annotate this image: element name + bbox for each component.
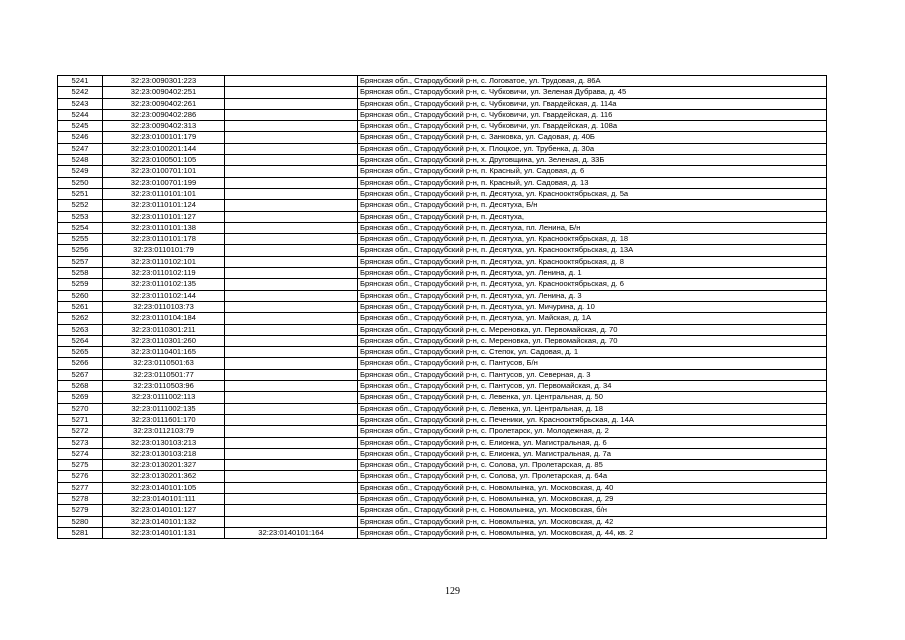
table-row — [58, 392, 827, 403]
table-row — [58, 313, 827, 324]
table-row — [58, 177, 827, 188]
related-cadastral-number-cell — [225, 313, 358, 324]
cadastral-number-cell: 32:23:0110301:260 — [103, 335, 225, 346]
row-number-cell: 5267 — [58, 369, 103, 380]
cadastral-number-cell: 32:23:0100201:144 — [103, 143, 225, 154]
table-row — [58, 414, 827, 425]
related-cadastral-number-cell — [225, 324, 358, 335]
address-cell: Брянская обл., Стародубский р-н, п. Десятуха, — [358, 211, 827, 222]
row-number-cell: 5255 — [58, 234, 103, 245]
related-cadastral-number-cell — [225, 403, 358, 414]
row-number-cell: 5259 — [58, 279, 103, 290]
related-cadastral-number-cell — [225, 76, 358, 87]
row-number-cell: 5245 — [58, 121, 103, 132]
cadastral-number-cell: 32:23:0130103:218 — [103, 448, 225, 459]
address-cell: Брянская обл., Стародубский р-н, п. Десятуха, ул. Майская, д. 1А — [358, 313, 827, 324]
address-cell: Брянская обл., Стародубский р-н, с. Мереновка, ул. Первомайская, д. 70 — [358, 324, 827, 335]
table-row — [58, 369, 827, 380]
related-cadastral-number-cell — [225, 369, 358, 380]
table-row — [58, 245, 827, 256]
registry-table-body — [58, 76, 827, 539]
table-row — [58, 155, 827, 166]
table-row — [58, 482, 827, 493]
related-cadastral-number-cell — [225, 98, 358, 109]
row-number-cell: 5266 — [58, 358, 103, 369]
table-row — [58, 268, 827, 279]
related-cadastral-number-cell — [225, 448, 358, 459]
cadastral-number-cell: 32:23:0140101:127 — [103, 505, 225, 516]
address-cell: Брянская обл., Стародубский р-н, с. Новомлынка, ул. Московская, д. 40 — [358, 482, 827, 493]
related-cadastral-number-cell — [225, 414, 358, 425]
address-cell: Брянская обл., Стародубский р-н, с. Солова, ул. Пролетарская, д. 64а — [358, 471, 827, 482]
row-number-cell: 5257 — [58, 256, 103, 267]
cadastral-number-cell: 32:23:0090301:223 — [103, 76, 225, 87]
cadastral-number-cell: 32:23:0110102:144 — [103, 290, 225, 301]
address-cell: Брянская обл., Стародубский р-н, п. Десятуха, ул. Краснооктябрьская, д. 8 — [358, 256, 827, 267]
address-cell: Брянская обл., Стародубский р-н, х. Друговщина, ул. Зеленая, д. 33Б — [358, 155, 827, 166]
cadastral-number-cell: 32:23:0110102:119 — [103, 268, 225, 279]
cadastral-number-cell: 32:23:0110501:77 — [103, 369, 225, 380]
cadastral-number-cell: 32:23:0090402:261 — [103, 98, 225, 109]
row-number-cell: 5246 — [58, 132, 103, 143]
address-cell: Брянская обл., Стародубский р-н, с. Печеники, ул. Краснооктябрьская, д. 14А — [358, 414, 827, 425]
related-cadastral-number-cell — [225, 505, 358, 516]
address-cell: Брянская обл., Стародубский р-н, с. Мереновка, ул. Первомайская, д. 70 — [358, 335, 827, 346]
address-cell: Брянская обл., Стародубский р-н, с. Чубковичи, ул. Гвардейская, д. 116 — [358, 109, 827, 120]
row-number-cell: 5272 — [58, 426, 103, 437]
address-cell: Брянская обл., Стародубский р-н, п. Десятуха, пл. Ленина, Б/н — [358, 222, 827, 233]
row-number-cell: 5278 — [58, 493, 103, 504]
address-cell: Брянская обл., Стародубский р-н, с. Логоватое, ул. Трудовая, д. 86А — [358, 76, 827, 87]
cadastral-number-cell: 32:23:0112103:79 — [103, 426, 225, 437]
table-row — [58, 324, 827, 335]
row-number-cell: 5244 — [58, 109, 103, 120]
address-cell: Брянская обл., Стародубский р-н, с. Пантусов, Б/н — [358, 358, 827, 369]
related-cadastral-number-cell — [225, 493, 358, 504]
related-cadastral-number-cell — [225, 166, 358, 177]
row-number-cell: 5261 — [58, 301, 103, 312]
address-cell: Брянская обл., Стародубский р-н, с. Новомлынка, ул. Московская, б/н — [358, 505, 827, 516]
related-cadastral-number-cell — [225, 460, 358, 471]
cadastral-number-cell: 32:23:0100101:179 — [103, 132, 225, 143]
related-cadastral-number-cell — [225, 392, 358, 403]
address-cell: Брянская обл., Стародубский р-н, с. Степок, ул. Садовая, д. 1 — [358, 347, 827, 358]
related-cadastral-number-cell — [225, 482, 358, 493]
address-cell: Брянская обл., Стародубский р-н, с. Пантусов, ул. Северная, д. 3 — [358, 369, 827, 380]
address-cell: Брянская обл., Стародубский р-н, с. Чубковичи, ул. Зеленая Дубрава, д. 45 — [358, 87, 827, 98]
table-row — [58, 279, 827, 290]
cadastral-number-cell: 32:23:0110104:184 — [103, 313, 225, 324]
related-cadastral-number-cell — [225, 426, 358, 437]
table-row — [58, 347, 827, 358]
cadastral-number-cell: 32:23:0110101:127 — [103, 211, 225, 222]
table-row — [58, 505, 827, 516]
related-cadastral-number-cell — [225, 516, 358, 527]
cadastral-number-cell: 32:23:0090402:251 — [103, 87, 225, 98]
table-row — [58, 256, 827, 267]
cadastral-number-cell: 32:23:0110503:96 — [103, 381, 225, 392]
address-cell: Брянская обл., Стародубский р-н, с. Новомлынка, ул. Московская, д. 44, кв. 2 — [358, 527, 827, 538]
address-cell: Брянская обл., Стародубский р-н, п. Десятуха, ул. Краснооктябрьская, д. 13А — [358, 245, 827, 256]
cadastral-number-cell: 32:23:0110101:101 — [103, 188, 225, 199]
table-row — [58, 132, 827, 143]
table-row — [58, 527, 827, 538]
cadastral-number-cell: 32:23:0110101:178 — [103, 234, 225, 245]
row-number-cell: 5270 — [58, 403, 103, 414]
address-cell: Брянская обл., Стародубский р-н, п. Десятуха, ул. Краснооктябрьская, д. 18 — [358, 234, 827, 245]
table-row — [58, 290, 827, 301]
cadastral-number-cell: 32:23:0140101:111 — [103, 493, 225, 504]
row-number-cell: 5248 — [58, 155, 103, 166]
cadastral-number-cell: 32:23:0100701:101 — [103, 166, 225, 177]
table-row — [58, 403, 827, 414]
related-cadastral-number-cell — [225, 335, 358, 346]
row-number-cell: 5281 — [58, 527, 103, 538]
table-row — [58, 426, 827, 437]
related-cadastral-number-cell — [225, 290, 358, 301]
table-row — [58, 335, 827, 346]
table-row — [58, 301, 827, 312]
row-number-cell: 5247 — [58, 143, 103, 154]
table-row — [58, 76, 827, 87]
table-row — [58, 358, 827, 369]
table-row — [58, 87, 827, 98]
cadastral-number-cell: 32:23:0140101:105 — [103, 482, 225, 493]
table-row — [58, 460, 827, 471]
row-number-cell: 5258 — [58, 268, 103, 279]
row-number-cell: 5260 — [58, 290, 103, 301]
cadastral-number-cell: 32:23:0110501:63 — [103, 358, 225, 369]
cadastral-number-cell: 32:23:0110401:165 — [103, 347, 225, 358]
cadastral-number-cell: 32:23:0110102:135 — [103, 279, 225, 290]
related-cadastral-number-cell — [225, 188, 358, 199]
row-number-cell: 5264 — [58, 335, 103, 346]
row-number-cell: 5254 — [58, 222, 103, 233]
related-cadastral-number-cell — [225, 109, 358, 120]
table-row — [58, 516, 827, 527]
cadastral-number-cell: 32:23:0110101:79 — [103, 245, 225, 256]
table-row — [58, 211, 827, 222]
row-number-cell: 5277 — [58, 482, 103, 493]
row-number-cell: 5253 — [58, 211, 103, 222]
address-cell: Брянская обл., Стародубский р-н, п. Красный, ул. Садовая, д. 6 — [358, 166, 827, 177]
cadastral-number-cell: 32:23:0140101:132 — [103, 516, 225, 527]
related-cadastral-number-cell — [225, 200, 358, 211]
row-number-cell: 5250 — [58, 177, 103, 188]
cadastral-number-cell: 32:23:0111601:170 — [103, 414, 225, 425]
cadastral-number-cell: 32:23:0140101:131 — [103, 527, 225, 538]
table-row — [58, 143, 827, 154]
table-row — [58, 200, 827, 211]
address-cell: Брянская обл., Стародубский р-н, с. Левенка, ул. Центральная, д. 50 — [358, 392, 827, 403]
address-cell: Брянская обл., Стародубский р-н, с. Чубковичи, ул. Гвардейская, д. 114а — [358, 98, 827, 109]
row-number-cell: 5268 — [58, 381, 103, 392]
cadastral-number-cell: 32:23:0090402:286 — [103, 109, 225, 120]
address-cell: Брянская обл., Стародубский р-н, с. Елионка, ул. Магистральная, д. 7а — [358, 448, 827, 459]
related-cadastral-number-cell — [225, 471, 358, 482]
address-cell: Брянская обл., Стародубский р-н, х. Плоцкое, ул. Трубенка, д. 30а — [358, 143, 827, 154]
related-cadastral-number-cell — [225, 222, 358, 233]
row-number-cell: 5249 — [58, 166, 103, 177]
related-cadastral-number-cell — [225, 177, 358, 188]
table-row — [58, 166, 827, 177]
row-number-cell: 5256 — [58, 245, 103, 256]
cadastral-number-cell: 32:23:0111002:113 — [103, 392, 225, 403]
table-row — [58, 121, 827, 132]
related-cadastral-number-cell — [225, 256, 358, 267]
address-cell: Брянская обл., Стародубский р-н, п. Десятуха, ул. Краснооктябрьская, д. 6 — [358, 279, 827, 290]
address-cell: Брянская обл., Стародубский р-н, с. Пантусов, ул. Первомайская, д. 34 — [358, 381, 827, 392]
address-cell: Брянская обл., Стародубский р-н, с. Левенка, ул. Центральная, д. 18 — [358, 403, 827, 414]
cadastral-number-cell: 32:23:0130103:213 — [103, 437, 225, 448]
row-number-cell: 5242 — [58, 87, 103, 98]
address-cell: Брянская обл., Стародубский р-н, п. Десятуха, ул. Ленина, д. 3 — [358, 290, 827, 301]
row-number-cell: 5265 — [58, 347, 103, 358]
address-cell: Брянская обл., Стародубский р-н, с. Новомлынка, ул. Московская, д. 29 — [358, 493, 827, 504]
related-cadastral-number-cell: 32:23:0140101:164 — [225, 527, 358, 538]
table-row — [58, 188, 827, 199]
address-cell: Брянская обл., Стародубский р-н, с. Солова, ул. Пролетарская, д. 85 — [358, 460, 827, 471]
address-cell: Брянская обл., Стародубский р-н, с. Занковка, ул. Садовая, д. 40Б — [358, 132, 827, 143]
table-row — [58, 109, 827, 120]
row-number-cell: 5252 — [58, 200, 103, 211]
property-registry-table — [57, 75, 827, 539]
address-cell: Брянская обл., Стародубский р-н, п. Красный, ул. Садовая, д. 13 — [358, 177, 827, 188]
related-cadastral-number-cell — [225, 347, 358, 358]
address-cell: Брянская обл., Стародубский р-н, п. Десятуха, Б/н — [358, 200, 827, 211]
cadastral-number-cell: 32:23:0110301:211 — [103, 324, 225, 335]
cadastral-number-cell: 32:23:0130201:362 — [103, 471, 225, 482]
table-row — [58, 98, 827, 109]
related-cadastral-number-cell — [225, 358, 358, 369]
table-row — [58, 448, 827, 459]
row-number-cell: 5274 — [58, 448, 103, 459]
related-cadastral-number-cell — [225, 234, 358, 245]
related-cadastral-number-cell — [225, 381, 358, 392]
cadastral-number-cell: 32:23:0110101:138 — [103, 222, 225, 233]
cadastral-number-cell: 32:23:0111002:135 — [103, 403, 225, 414]
address-cell: Брянская обл., Стародубский р-н, с. Пролетарск, ул. Молодежная, д. 2 — [358, 426, 827, 437]
address-cell: Брянская обл., Стародубский р-н, с. Елионка, ул. Магистральная, д. 6 — [358, 437, 827, 448]
row-number-cell: 5275 — [58, 460, 103, 471]
related-cadastral-number-cell — [225, 121, 358, 132]
address-cell: Брянская обл., Стародубский р-н, п. Десятуха, ул. Ленина, д. 1 — [358, 268, 827, 279]
row-number-cell: 5243 — [58, 98, 103, 109]
address-cell: Брянская обл., Стародубский р-н, п. Десятуха, ул. Краснооктябрьская, д. 5а — [358, 188, 827, 199]
related-cadastral-number-cell — [225, 155, 358, 166]
related-cadastral-number-cell — [225, 245, 358, 256]
row-number-cell: 5241 — [58, 76, 103, 87]
address-cell: Брянская обл., Стародубский р-н, п. Десятуха, ул. Мичурина, д. 10 — [358, 301, 827, 312]
cadastral-number-cell: 32:23:0100701:199 — [103, 177, 225, 188]
related-cadastral-number-cell — [225, 268, 358, 279]
row-number-cell: 5280 — [58, 516, 103, 527]
row-number-cell: 5273 — [58, 437, 103, 448]
row-number-cell: 5262 — [58, 313, 103, 324]
related-cadastral-number-cell — [225, 132, 358, 143]
cadastral-number-cell: 32:23:0110103:73 — [103, 301, 225, 312]
page-number: 129 — [445, 586, 460, 597]
row-number-cell: 5276 — [58, 471, 103, 482]
row-number-cell: 5251 — [58, 188, 103, 199]
row-number-cell: 5269 — [58, 392, 103, 403]
address-cell: Брянская обл., Стародубский р-н, с. Новомлынка, ул. Московская, д. 42 — [358, 516, 827, 527]
table-row — [58, 234, 827, 245]
table-row — [58, 381, 827, 392]
address-cell: Брянская обл., Стародубский р-н, с. Чубковичи, ул. Гвардейская, д. 108а — [358, 121, 827, 132]
cadastral-number-cell: 32:23:0110101:124 — [103, 200, 225, 211]
related-cadastral-number-cell — [225, 143, 358, 154]
related-cadastral-number-cell — [225, 279, 358, 290]
table-row — [58, 437, 827, 448]
row-number-cell: 5271 — [58, 414, 103, 425]
cadastral-number-cell: 32:23:0100501:105 — [103, 155, 225, 166]
cadastral-number-cell: 32:23:0110102:101 — [103, 256, 225, 267]
table-row — [58, 471, 827, 482]
related-cadastral-number-cell — [225, 437, 358, 448]
row-number-cell: 5279 — [58, 505, 103, 516]
row-number-cell: 5263 — [58, 324, 103, 335]
table-row — [58, 222, 827, 233]
table-row — [58, 493, 827, 504]
related-cadastral-number-cell — [225, 87, 358, 98]
related-cadastral-number-cell — [225, 301, 358, 312]
cadastral-number-cell: 32:23:0130201:327 — [103, 460, 225, 471]
related-cadastral-number-cell — [225, 211, 358, 222]
cadastral-number-cell: 32:23:0090402:313 — [103, 121, 225, 132]
